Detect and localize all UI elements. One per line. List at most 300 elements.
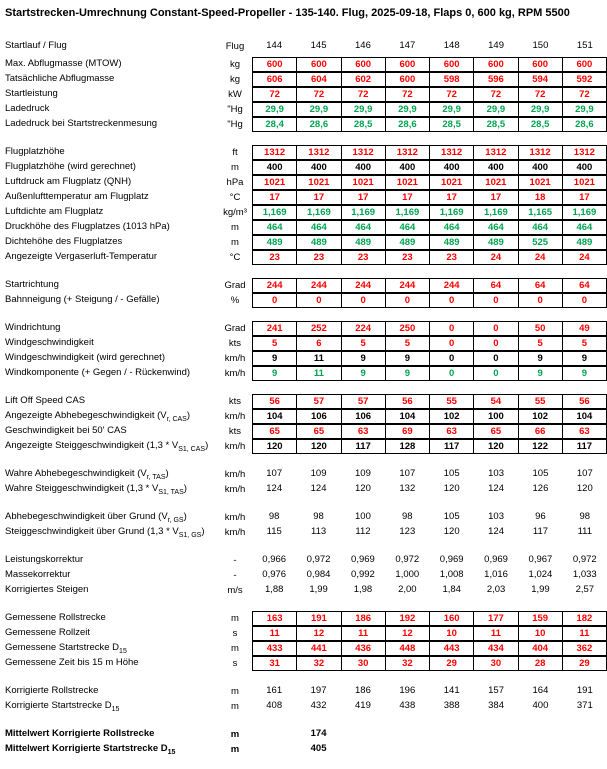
value-cell: 29,9	[265, 104, 284, 115]
value-cell: 489	[473, 236, 517, 249]
value-cell: 24	[473, 251, 517, 264]
value-cell: 0	[473, 352, 517, 365]
row-values	[252, 190, 607, 205]
row-unit: km/h	[224, 368, 246, 379]
value-cell	[385, 742, 429, 757]
value-cell: 151	[576, 40, 593, 51]
value-cell: 11	[341, 627, 385, 640]
table-row	[0, 321, 607, 336]
row-unit: m	[231, 162, 239, 173]
value-cell: 103	[488, 511, 504, 522]
value-cell: 28,5	[518, 118, 562, 131]
value-cell: 1,008	[439, 569, 464, 580]
row-label: Außenlufttemperatur am Flugplatz	[5, 191, 149, 203]
value-cell: 98	[402, 511, 413, 522]
value-cell: 0,972	[395, 554, 420, 565]
value-cell: 250	[385, 322, 429, 335]
row-values	[252, 611, 607, 626]
value-cell: 464	[296, 221, 340, 234]
row-unit: kg	[229, 59, 241, 70]
value-cell: 197	[310, 685, 327, 696]
value-cell: 489	[562, 236, 606, 249]
row-unit: m	[231, 613, 239, 624]
table-row	[0, 351, 607, 366]
row-label: Luftdichte am Flugplatz	[5, 206, 104, 218]
value-cell: 1021	[562, 176, 606, 189]
value-cell: 438	[399, 700, 416, 711]
value-cell: 241	[266, 323, 283, 334]
takeoff-table	[0, 39, 607, 757]
table-row	[0, 87, 607, 102]
value-cell: 17	[341, 191, 385, 204]
value-cell: 159	[518, 612, 562, 625]
value-cell: 72	[341, 88, 385, 101]
row-label: Angezeigte Vergaserluft-Temperatur	[5, 251, 158, 263]
row-label: Leistungskorrektur	[5, 554, 84, 566]
value-cell: 72	[429, 88, 473, 101]
value-cell: 600	[385, 73, 429, 86]
row-label: Flugplatzhöhe (wird gerechnet)	[5, 161, 136, 173]
value-cell: 100	[473, 410, 517, 423]
row-label: Tatsächliche Abflugmasse	[5, 73, 115, 85]
row-unit: m	[231, 222, 239, 233]
row-label: Windkomponente (+ Gegen / - Rückenwind)	[5, 367, 191, 379]
value-cell: 489	[341, 236, 385, 249]
row-values	[252, 482, 607, 497]
value-cell: 5	[341, 337, 385, 350]
value-cell: 0,969	[439, 554, 464, 565]
value-cell: 0	[385, 294, 429, 307]
row-unit: m/s	[227, 585, 243, 596]
row-label: Massekorrektur	[5, 569, 71, 581]
value-cell: 400	[296, 161, 340, 174]
value-cell: 120	[443, 526, 460, 537]
value-cell: 157	[488, 685, 504, 696]
value-cell: 31	[269, 658, 280, 669]
value-cell: 161	[266, 685, 283, 696]
value-cell	[563, 727, 607, 742]
row-values	[252, 439, 607, 454]
row-unit: m	[230, 729, 240, 740]
value-cell	[341, 727, 385, 742]
value-cell: 1021	[296, 176, 340, 189]
value-cell: 1,88	[264, 584, 284, 595]
row-unit: kts	[228, 338, 242, 349]
row-label: Steiggeschwindigkeit über Grund $(1,3 * V_{S1, GS})$	[5, 526, 205, 539]
value-cell: 464	[562, 221, 606, 234]
table-row	[0, 117, 607, 132]
row-unit: kts	[228, 426, 242, 437]
row-values	[252, 656, 607, 671]
value-cell: 464	[266, 222, 283, 233]
value-cell: 525	[518, 236, 562, 249]
value-cell: 148	[443, 40, 460, 51]
value-cell: 106	[296, 410, 340, 423]
value-cell: 600	[296, 58, 340, 71]
value-cell: 606	[266, 74, 283, 85]
value-cell: 419	[355, 700, 371, 711]
value-cell: 23	[296, 251, 340, 264]
value-cell: 0	[473, 294, 517, 307]
value-cell: 1312	[385, 146, 429, 159]
value-cell: 98	[313, 511, 324, 522]
value-cell: 29	[562, 657, 606, 670]
value-cell: 11	[473, 627, 517, 640]
value-cell: 72	[296, 88, 340, 101]
value-cell: 0	[429, 294, 473, 307]
row-label: Druckhöhe des Flugplatzes (1013 hPa)	[5, 221, 170, 233]
row-values	[252, 87, 607, 102]
value-cell: 17	[429, 191, 473, 204]
value-cell: 0	[473, 322, 517, 335]
value-cell: 1,84	[442, 584, 461, 595]
value-cell: 28	[518, 657, 562, 670]
table-row	[0, 439, 607, 454]
value-cell: 1,165	[518, 206, 562, 219]
row-unit: kg/m³	[223, 207, 247, 218]
row-label: Mittelwert Korrigierte Startstrecke $D_{15}$	[5, 743, 176, 756]
value-cell: 65	[473, 425, 517, 438]
row-unit: hPa	[226, 177, 244, 188]
section-speeds-gs	[0, 510, 607, 540]
value-cell: 11	[296, 367, 340, 380]
page-title: Startstrecken-Umrechnung Constant-Speed-Propeller - 135-140. Flug, 2025-09-18, Flaps 0, 600 kg, RPM 5500	[5, 7, 570, 19]
value-cell	[563, 742, 607, 757]
value-cell: 149	[488, 40, 504, 51]
table-body	[0, 57, 607, 757]
value-cell: 1,033	[572, 569, 597, 580]
row-label: Abhebegeschwindigkeit über Grund $(V_{r, GS})$	[5, 511, 187, 524]
row-label: Flugplatzhöhe	[5, 146, 65, 158]
row-values	[252, 250, 607, 265]
value-cell: 1312	[518, 146, 562, 159]
value-cell: 100	[355, 511, 371, 522]
row-unit: km/h	[224, 441, 246, 452]
value-cell: 400	[429, 161, 473, 174]
value-cell: 30	[341, 657, 385, 670]
value-cell	[385, 727, 429, 742]
value-cell: 0	[518, 294, 562, 307]
value-cell: 144	[266, 40, 283, 51]
value-cell: 600	[266, 59, 283, 70]
value-cell: 434	[473, 642, 517, 655]
row-label: Gemessene Rollzeit	[5, 627, 91, 639]
value-cell: 55	[518, 395, 562, 408]
value-cell: 191	[576, 685, 593, 696]
value-cell: 164	[532, 685, 549, 696]
value-cell: 6	[296, 337, 340, 350]
value-cell	[430, 742, 474, 757]
row-label: Ladedruck	[5, 103, 50, 115]
row-values	[252, 321, 607, 336]
value-cell: 29,9	[296, 103, 340, 116]
value-cell: 32	[385, 657, 429, 670]
table-row	[0, 57, 607, 72]
value-cell: 5	[385, 337, 429, 350]
value-cell: 464	[429, 221, 473, 234]
value-cell: 192	[385, 612, 429, 625]
row-values	[252, 205, 607, 220]
value-cell: 2,57	[575, 584, 595, 595]
value-cell: 23	[269, 252, 280, 263]
row-values	[252, 39, 607, 54]
value-cell: 122	[518, 440, 562, 453]
value-cell: 17	[296, 191, 340, 204]
row-values	[252, 684, 607, 699]
row-label: Wahre Steiggeschwindigkeit $(1,3 * V_{S1, TAS})$	[5, 483, 187, 496]
value-cell: 600	[518, 58, 562, 71]
row-label: Startleistung	[5, 88, 58, 100]
value-cell: 112	[355, 526, 371, 537]
table-row	[0, 160, 607, 175]
row-values	[252, 366, 607, 381]
table-row	[0, 235, 607, 250]
row-unit: s	[232, 628, 238, 639]
value-cell: 29,9	[341, 103, 385, 116]
value-cell: 436	[341, 642, 385, 655]
row-unit: Grad	[224, 323, 246, 334]
value-cell: 443	[429, 642, 473, 655]
value-cell: 1,169	[473, 206, 517, 219]
value-cell: 1,016	[484, 569, 508, 580]
value-cell: 56	[269, 396, 280, 407]
row-label: Dichtehöhe des Flugplatzes	[5, 236, 123, 248]
value-cell: 9	[385, 367, 429, 380]
row-label: Startlauf / Flug	[5, 40, 67, 52]
value-cell: 5	[562, 337, 606, 350]
table-row	[0, 611, 607, 626]
row-values	[252, 409, 607, 424]
table-row	[0, 394, 607, 409]
row-unit: km/h	[224, 469, 246, 480]
value-cell: 24	[562, 251, 606, 264]
value-cell: 1312	[562, 146, 606, 159]
row-unit: m	[231, 237, 239, 248]
row-values	[252, 57, 607, 72]
value-cell: 30	[473, 657, 517, 670]
value-cell: 5	[271, 338, 278, 349]
row-values	[252, 293, 607, 308]
row-unit: m	[231, 643, 239, 654]
value-cell: 23	[429, 251, 473, 264]
value-cell: 1,169	[385, 206, 429, 219]
value-cell: 64	[473, 279, 517, 292]
value-cell: 400	[562, 161, 606, 174]
value-cell: 400	[266, 162, 283, 173]
value-cell: 147	[399, 40, 416, 51]
value-cell: 29,9	[518, 103, 562, 116]
value-cell: 57	[341, 395, 385, 408]
value-cell: 191	[296, 612, 340, 625]
value-cell: 0,984	[306, 569, 331, 580]
value-cell: 464	[473, 221, 517, 234]
value-cell: 2,00	[398, 584, 417, 595]
table-row	[0, 684, 607, 699]
value-cell: 600	[473, 58, 517, 71]
row-values	[252, 583, 607, 598]
row-values	[252, 553, 607, 568]
table-row	[0, 641, 607, 656]
section-wind	[0, 321, 607, 381]
value-cell: 489	[266, 237, 283, 248]
value-cell: 1021	[264, 177, 286, 188]
row-label: Gemessene Startstrecke $D_{15}$	[5, 642, 127, 655]
value-cell: 128	[385, 440, 429, 453]
value-cell: 163	[266, 613, 283, 624]
value-cell: 9	[271, 353, 278, 364]
value-cell	[430, 727, 474, 742]
value-cell: 98	[268, 511, 280, 522]
value-cell: 117	[562, 440, 606, 453]
value-cell: 120	[473, 440, 517, 453]
value-cell: 1312	[264, 147, 286, 158]
table-row	[0, 583, 607, 598]
table-row	[0, 293, 607, 308]
value-cell: 29,9	[385, 103, 429, 116]
value-cell: 244	[429, 279, 473, 292]
value-cell: 63	[562, 425, 606, 438]
value-cell: 2,03	[486, 584, 506, 595]
value-cell: 107	[266, 468, 283, 479]
table-row	[0, 656, 607, 671]
value-cell: 49	[562, 322, 606, 335]
row-label: Ladedruck bei Startstreckenmesung	[5, 118, 158, 130]
value-cell: 111	[577, 526, 593, 537]
value-cell: 600	[385, 58, 429, 71]
flight-header-row	[0, 39, 607, 54]
value-cell: 388	[443, 700, 460, 711]
value-cell: 115	[266, 526, 282, 537]
value-cell: 103	[488, 468, 504, 479]
value-cell	[252, 727, 296, 742]
value-cell: 1,169	[262, 207, 287, 218]
row-unit: kg	[229, 74, 241, 85]
row-unit: Flug	[225, 41, 245, 52]
value-cell: 28,5	[473, 118, 517, 131]
value-cell: 0,967	[528, 554, 553, 565]
value-cell: 32	[296, 657, 340, 670]
value-cell: 405	[310, 743, 327, 754]
value-cell: 11	[296, 352, 340, 365]
value-cell: 0	[429, 337, 473, 350]
value-cell: 602	[341, 73, 385, 86]
row-unit: -	[233, 570, 237, 581]
value-cell: 594	[518, 73, 562, 86]
value-cell	[341, 742, 385, 757]
value-cell	[518, 727, 562, 742]
row-unit: "Hg	[227, 104, 243, 115]
value-cell: 105	[443, 468, 460, 479]
value-cell: 69	[385, 425, 429, 438]
value-cell: 0,976	[262, 569, 287, 580]
table-row	[0, 482, 607, 497]
row-values	[252, 467, 607, 482]
value-cell: 1021	[473, 176, 517, 189]
value-cell: 1,169	[429, 206, 473, 219]
table-row	[0, 424, 607, 439]
value-cell: 408	[266, 700, 283, 711]
value-cell: 17	[473, 191, 517, 204]
value-cell: 55	[429, 395, 473, 408]
value-cell: 1,98	[353, 584, 373, 595]
value-cell: 182	[562, 612, 606, 625]
value-cell: 1,024	[528, 569, 553, 580]
value-cell: 400	[385, 161, 429, 174]
row-unit: ft	[232, 147, 238, 158]
section-corrections	[0, 553, 607, 598]
value-cell: 1,000	[395, 569, 420, 580]
value-cell: 107	[399, 468, 416, 479]
table-row	[0, 699, 607, 714]
value-cell: 244	[266, 280, 283, 291]
value-cell: 72	[269, 89, 280, 100]
value-cell: 72	[562, 88, 606, 101]
value-cell: 120	[576, 483, 593, 494]
value-cell	[474, 727, 518, 742]
row-values	[252, 72, 607, 87]
value-cell: 1021	[518, 176, 562, 189]
value-cell: 9	[341, 367, 385, 380]
value-cell: 28,6	[385, 118, 429, 131]
value-cell: 120	[355, 483, 371, 494]
value-cell: 104	[562, 410, 606, 423]
value-cell: 5	[518, 337, 562, 350]
value-cell: 489	[385, 236, 429, 249]
value-cell: 1312	[473, 146, 517, 159]
row-values	[252, 727, 607, 742]
row-label: Korrigiertes Steigen	[5, 584, 89, 596]
value-cell: 120	[296, 440, 340, 453]
value-cell: 117	[532, 526, 549, 537]
table-row	[0, 727, 607, 742]
row-values	[252, 351, 607, 366]
table-row	[0, 39, 607, 54]
value-cell: 50	[518, 322, 562, 335]
value-cell: 150	[532, 40, 549, 51]
value-cell: 0	[429, 322, 473, 335]
value-cell: 174	[310, 728, 327, 739]
value-cell: 600	[341, 58, 385, 71]
section-corrected	[0, 684, 607, 714]
table-row	[0, 250, 607, 265]
value-cell: 65	[269, 426, 280, 437]
value-cell: 24	[518, 251, 562, 264]
row-unit: s	[232, 658, 238, 669]
value-cell: 23	[385, 251, 429, 264]
value-cell: 432	[310, 700, 327, 711]
value-cell: 141	[443, 685, 460, 696]
value-cell: 104	[266, 411, 283, 422]
value-cell: 105	[532, 468, 549, 479]
value-cell: 124	[266, 483, 283, 494]
row-unit: km/h	[224, 353, 246, 364]
value-cell: 117	[429, 440, 473, 453]
row-values	[252, 145, 607, 160]
value-cell: 105	[443, 511, 460, 522]
value-cell: 600	[562, 58, 606, 71]
row-unit: Grad	[224, 280, 246, 291]
row-values	[252, 235, 607, 250]
row-label: Gemessene Rollstrecke	[5, 612, 106, 624]
value-cell: 196	[399, 685, 416, 696]
value-cell: 362	[562, 642, 606, 655]
value-cell: 29	[429, 657, 473, 670]
value-cell: 29,9	[562, 103, 606, 116]
row-values	[252, 699, 607, 714]
value-cell: 72	[518, 88, 562, 101]
value-cell: 596	[473, 73, 517, 86]
value-cell: 9	[518, 367, 562, 380]
